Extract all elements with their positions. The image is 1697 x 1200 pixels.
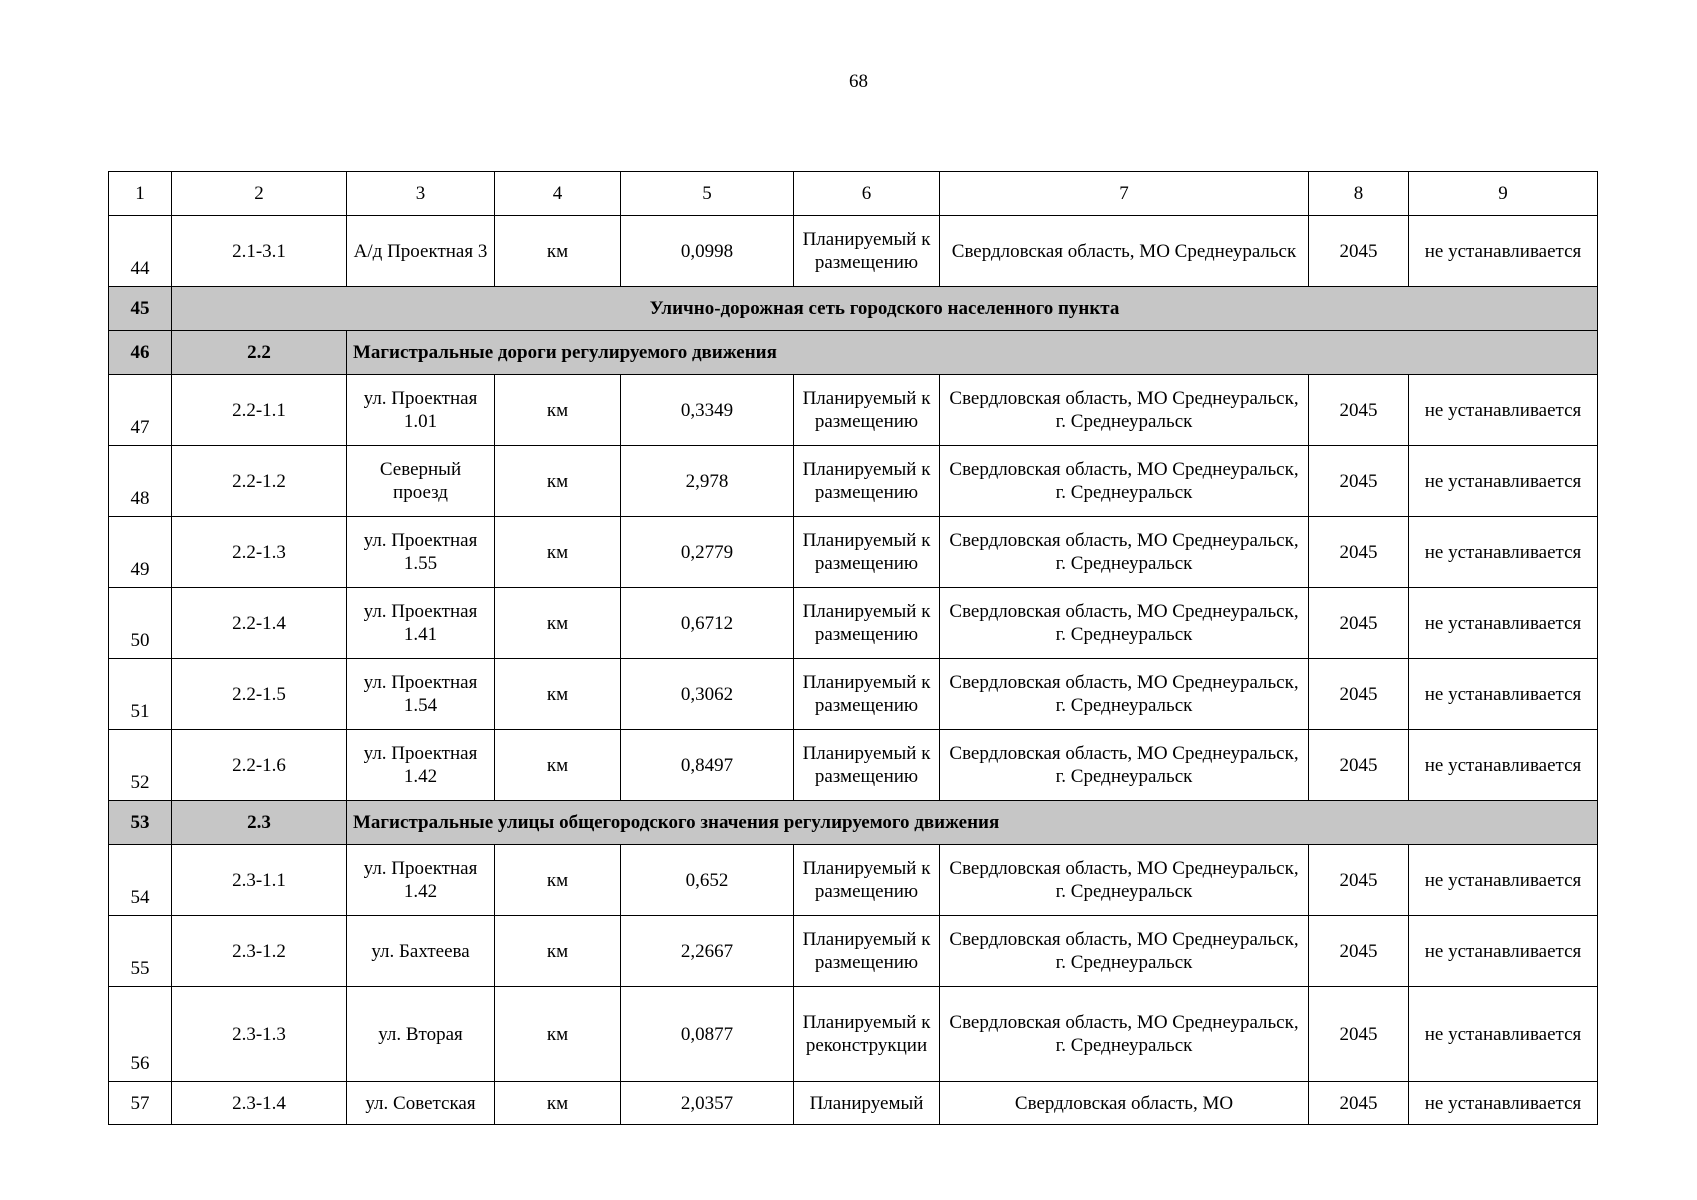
value: 0,652 [621,845,794,916]
location: Свердловская область, МО Среднеуральск, г. Среднеуральск [940,588,1309,659]
year: 2045 [1309,916,1409,987]
year: 2045 [1309,446,1409,517]
object-code: 2.3-1.2 [172,916,347,987]
object-name: ул. Проектная 1.42 [347,730,495,801]
table-row [109,916,1598,987]
object-name: ул. Проектная 1.42 [347,845,495,916]
object-name: ул. Бахтеева [347,916,495,987]
zone: не устанавливается [1409,1082,1598,1125]
value: 0,3062 [621,659,794,730]
row-number: 48 [109,446,172,517]
table-row [109,216,1598,287]
row-number: 56 [109,987,172,1082]
status: Планируемый к размещению [794,446,940,517]
object-code: 2.3-1.3 [172,987,347,1082]
location: Свердловская область, МО Среднеуральск, г. Среднеуральск [940,446,1309,517]
unit: км [495,987,621,1082]
section-title: Магистральные улицы общегородского значения регулируемого движения [347,801,1598,845]
column-number: 6 [794,172,940,216]
status: Планируемый к размещению [794,659,940,730]
table-row [109,987,1598,1082]
year: 2045 [1309,659,1409,730]
column-number: 9 [1409,172,1598,216]
row-number: 44 [109,216,172,287]
location: Свердловская область, МО [940,1082,1309,1125]
table-row [109,730,1598,801]
zone: не устанавливается [1409,659,1598,730]
location: Свердловская область, МО Среднеуральск, г. Среднеуральск [940,375,1309,446]
object-name: ул. Проектная 1.55 [347,517,495,588]
table-row [109,1082,1598,1125]
zone: не устанавливается [1409,916,1598,987]
value: 2,0357 [621,1082,794,1125]
section-code: 2.2 [172,331,347,375]
value: 2,2667 [621,916,794,987]
object-code: 2.2-1.2 [172,446,347,517]
section-title: Улично-дорожная сеть городского населенного пункта [172,287,1598,331]
object-code: 2.2-1.4 [172,588,347,659]
zone: не устанавливается [1409,446,1598,517]
status: Планируемый к размещению [794,375,940,446]
table-row [109,517,1598,588]
zone: не устанавливается [1409,588,1598,659]
column-number: 5 [621,172,794,216]
row-number: 55 [109,916,172,987]
value: 0,2779 [621,517,794,588]
row-number: 51 [109,659,172,730]
object-name: ул. Проектная 1.01 [347,375,495,446]
unit: км [495,446,621,517]
value: 2,978 [621,446,794,517]
year: 2045 [1309,216,1409,287]
unit: км [495,845,621,916]
year: 2045 [1309,517,1409,588]
page-number: 68 [849,71,868,92]
location: Свердловская область, МО Среднеуральск, г. Среднеуральск [940,845,1309,916]
table-row [109,446,1598,517]
column-number: 7 [940,172,1309,216]
subsection-row [109,331,1598,375]
row-number: 54 [109,845,172,916]
column-number: 3 [347,172,495,216]
zone: не устанавливается [1409,216,1598,287]
unit: км [495,730,621,801]
section-row [109,287,1598,331]
location: Свердловская область, МО Среднеуральск, г. Среднеуральск [940,916,1309,987]
value: 0,8497 [621,730,794,801]
object-code: 2.2-1.1 [172,375,347,446]
value: 0,3349 [621,375,794,446]
table-row [109,845,1598,916]
status: Планируемый к реконструкции [794,987,940,1082]
table-row [109,659,1598,730]
zone: не устанавливается [1409,730,1598,801]
status: Планируемый к размещению [794,216,940,287]
value: 0,0877 [621,987,794,1082]
object-name: ул. Вторая [347,987,495,1082]
table-row [109,375,1598,446]
value: 0,6712 [621,588,794,659]
section-title: Магистральные дороги регулируемого движения [347,331,1598,375]
unit: км [495,659,621,730]
object-name: Северный проезд [347,446,495,517]
unit: км [495,216,621,287]
row-number: 47 [109,375,172,446]
column-number: 2 [172,172,347,216]
row-number: 52 [109,730,172,801]
zone: не устанавливается [1409,987,1598,1082]
location: Свердловская область, МО Среднеуральск [940,216,1309,287]
location: Свердловская область, МО Среднеуральск, г. Среднеуральск [940,517,1309,588]
row-number: 45 [109,287,172,331]
subsection-row [109,801,1598,845]
unit: км [495,375,621,446]
status: Планируемый к размещению [794,845,940,916]
location: Свердловская область, МО Среднеуральск, г. Среднеуральск [940,659,1309,730]
column-number: 8 [1309,172,1409,216]
status: Планируемый к размещению [794,588,940,659]
section-code: 2.3 [172,801,347,845]
unit: км [495,517,621,588]
column-number-row [109,172,1598,216]
zone: не устанавливается [1409,375,1598,446]
year: 2045 [1309,1082,1409,1125]
object-name: А/д Проектная 3 [347,216,495,287]
unit: км [495,588,621,659]
row-number: 53 [109,801,172,845]
column-number: 4 [495,172,621,216]
year: 2045 [1309,375,1409,446]
status: Планируемый к размещению [794,517,940,588]
object-name: ул. Проектная 1.54 [347,659,495,730]
row-number: 50 [109,588,172,659]
year: 2045 [1309,987,1409,1082]
object-code: 2.2-1.5 [172,659,347,730]
zone: не устанавливается [1409,845,1598,916]
location: Свердловская область, МО Среднеуральск, г. Среднеуральск [940,730,1309,801]
row-number: 46 [109,331,172,375]
status: Планируемый [794,1082,940,1125]
zone: не устанавливается [1409,517,1598,588]
unit: км [495,916,621,987]
object-code: 2.3-1.4 [172,1082,347,1125]
object-code: 2.1-3.1 [172,216,347,287]
table-row [109,588,1598,659]
row-number: 49 [109,517,172,588]
status: Планируемый к размещению [794,730,940,801]
year: 2045 [1309,588,1409,659]
object-code: 2.2-1.3 [172,517,347,588]
object-code: 2.3-1.1 [172,845,347,916]
row-number: 57 [109,1082,172,1125]
object-name: ул. Проектная 1.41 [347,588,495,659]
year: 2045 [1309,730,1409,801]
location: Свердловская область, МО Среднеуральск, г. Среднеуральск [940,987,1309,1082]
unit: км [495,1082,621,1125]
status: Планируемый к размещению [794,916,940,987]
column-number: 1 [109,172,172,216]
object-name: ул. Советская [347,1082,495,1125]
object-code: 2.2-1.6 [172,730,347,801]
objects-table [108,171,1598,1125]
value: 0,0998 [621,216,794,287]
year: 2045 [1309,845,1409,916]
